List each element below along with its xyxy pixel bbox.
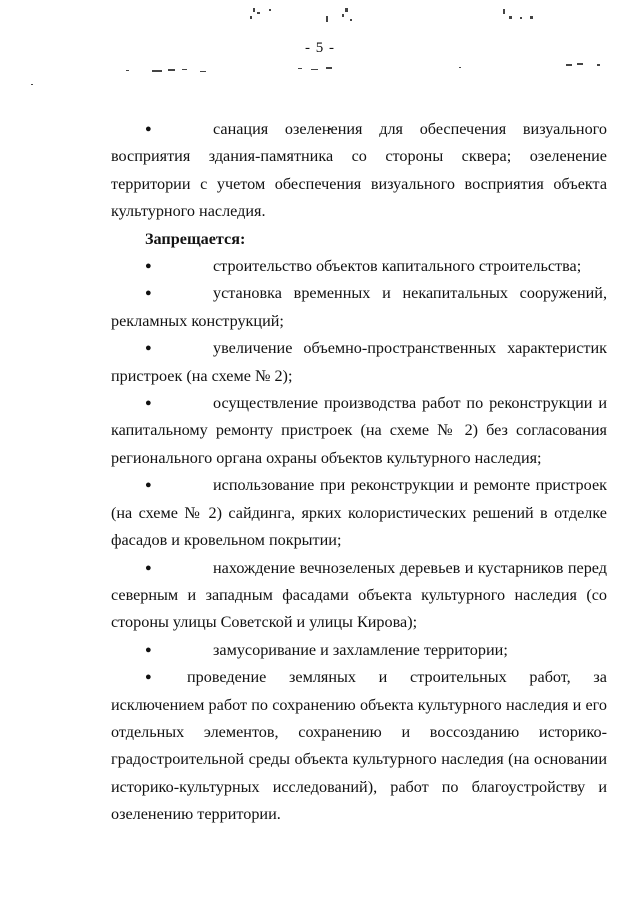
list-item: ● проведение земляных и строительных работ, за исключением работ по сохранению объекта культурного наследия и его отдельных элементов, сохранению и воссозданию историко-градостроительной среды объекта культурного наследия (на основании историко-культурных исследований), работ по благоустройству и озеленению территории. bbox=[111, 668, 607, 824]
list-item: ● увеличение объемно-пространственных характеристик пристроек (на схеме № 2); bbox=[111, 339, 607, 385]
page-number: - 5 - bbox=[305, 40, 335, 56]
document-body bbox=[111, 116, 607, 829]
list-item: ● строительство объектов капитального строительства; bbox=[145, 257, 582, 276]
bullet-icon: ● bbox=[145, 479, 152, 492]
bullet-icon: ● bbox=[145, 643, 152, 656]
list-item: ● нахождение вечнозеленых деревьев и кустарников перед северным и западным фасадами объекта культурного наследия (со стороны улицы Советской и улицы Кирова); bbox=[111, 558, 607, 632]
list-item: ● установка временных и некапитальных сооружений, рекламных конструкций; bbox=[111, 284, 607, 330]
bullet-icon: ● bbox=[145, 671, 152, 684]
bullet-icon: ● bbox=[145, 123, 152, 135]
bullet-icon: ● bbox=[145, 397, 152, 410]
list-item: ● замусоривание и захламление территории; bbox=[145, 640, 508, 659]
list-item: ● санация озеленения для обеспечения визуального восприятия здания-памятника со стороны сквера; озеленение территории с учетом обеспечения визуального восприятия объекта культурного наследия. bbox=[111, 120, 607, 221]
bullet-icon: ● bbox=[145, 561, 152, 574]
bullet-icon: ● bbox=[145, 260, 152, 273]
bullet-icon: ● bbox=[145, 287, 152, 300]
bullet-icon: ● bbox=[145, 342, 152, 355]
list-item: ● использование при реконструкции и ремонте пристроек (на схеме № 2) сайдинга, ярких колористических решений в отделке фасадов и кровельном покрытии; bbox=[111, 476, 607, 550]
list-item: ● осуществление производства работ по реконструкции и капитальному ремонту пристроек (на схеме № 2) без согласования регионального органа охраны объектов культурного наследия; bbox=[111, 394, 607, 467]
prohibitions-heading: Запрещается: bbox=[145, 229, 246, 248]
